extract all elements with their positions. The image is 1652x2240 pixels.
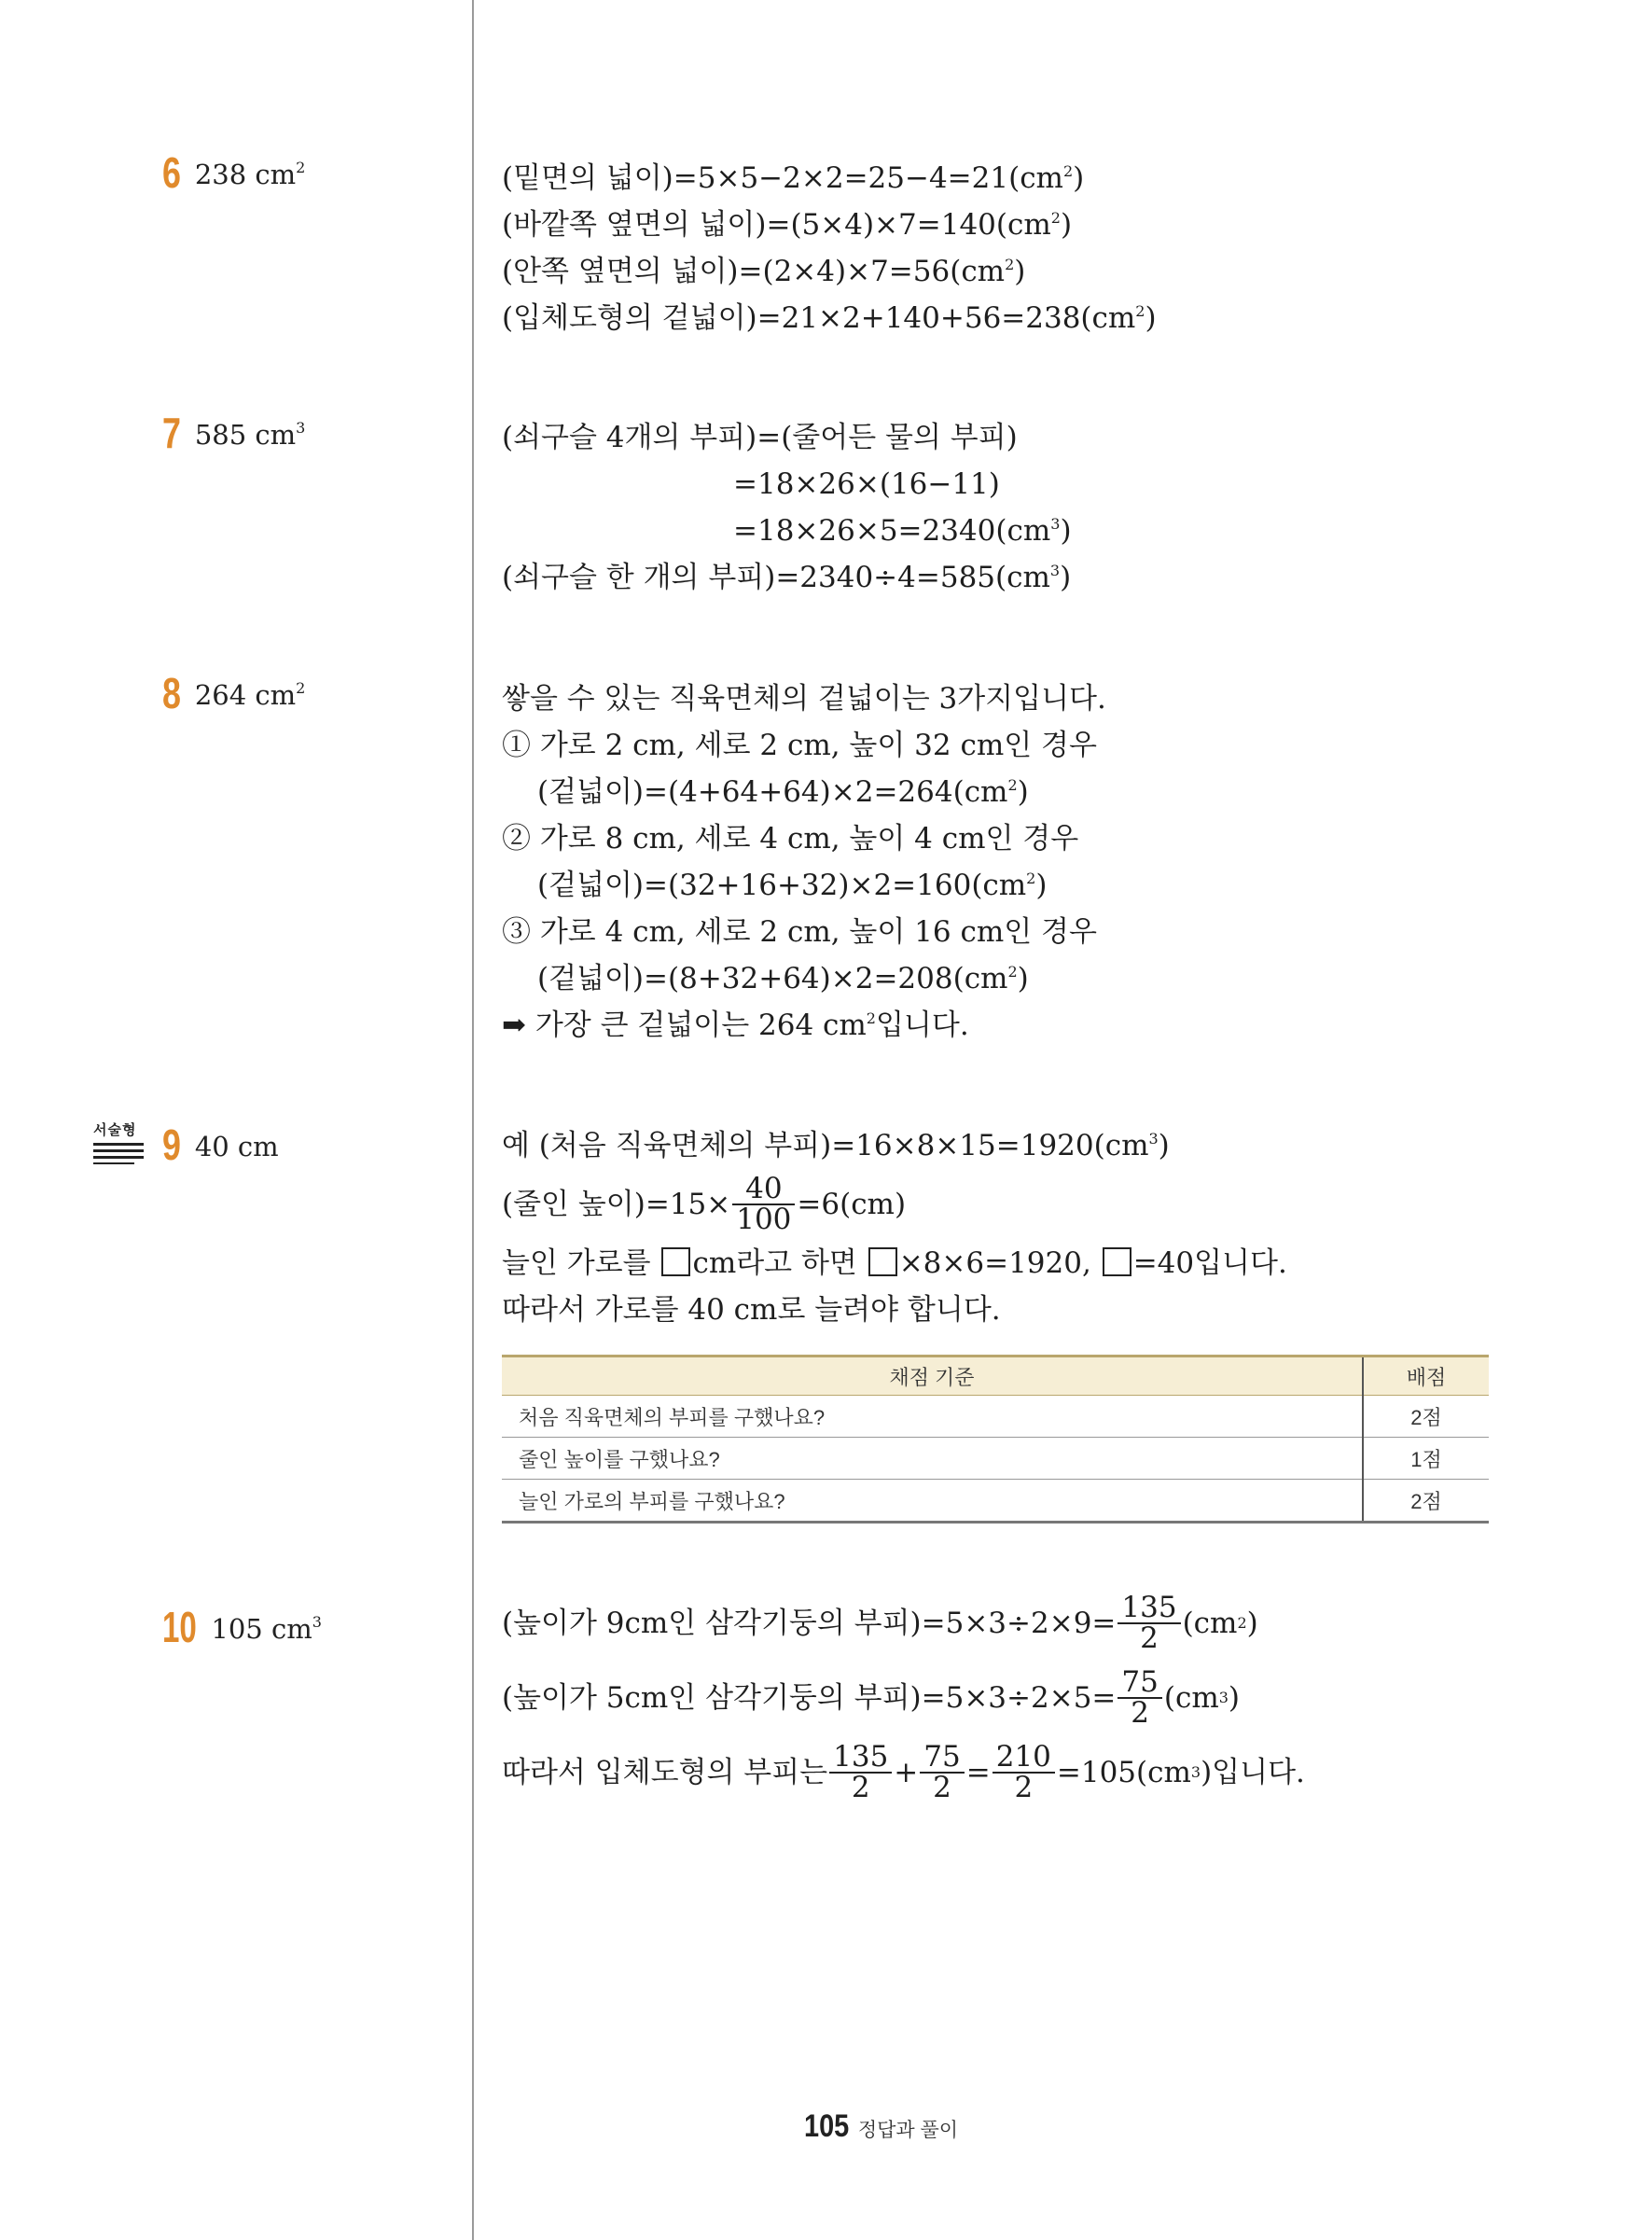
problem-8-answer: 8 264 $cm^2$	[162, 669, 306, 717]
conclusion-line: ➡ 가장 큰 겉넓이는 264 $cm^2$입니다.	[502, 1009, 969, 1042]
problem-number: 7	[162, 409, 181, 457]
answer-value: 264 cm	[194, 679, 297, 711]
answer-value: 238 cm	[194, 159, 297, 190]
solution-line: 예 (처음 직육면체의 부피)$=16\times 8\times 15=1920(cm^3)$	[502, 1129, 1170, 1162]
solution-7	[502, 414, 1072, 601]
solution-9	[502, 1122, 1287, 1333]
criteria-header: 채점 기준	[502, 1357, 1363, 1396]
fraction: $\frac{75}{2}$	[920, 1743, 964, 1802]
solution-line: (높이가 5cm인 삼각기둥의 부피)=5×3÷2×5= $\frac{75}{2}$ (cm 3 )	[502, 1665, 1241, 1730]
points-header: 배점	[1363, 1357, 1489, 1396]
fraction: $\frac{210}{2}$	[993, 1743, 1055, 1802]
solution-line: (겉넓이)$=(8+32+64)\times 2=208(cm^2)$	[537, 962, 1029, 995]
page-number: 105	[804, 2108, 850, 2144]
essay-type-badge: 서술형	[93, 1120, 146, 1164]
column-divider	[472, 0, 474, 2240]
problem-10-answer: 10 105 $cm^3$	[162, 1603, 322, 1651]
solution-line: (줄인 높이)=15× $\frac{40}{100}$ =6(cm)	[502, 1172, 907, 1236]
solution-line: ② 가로 8 cm, 세로 4 cm, 높이 4 cm인 경우	[502, 822, 1079, 856]
blank-box	[661, 1247, 690, 1276]
solution-line: (쇠구슬 4개의 부피)=(줄어든 물의 부피)	[502, 421, 1018, 454]
fraction: $\frac{135}{2}$	[1118, 1593, 1180, 1653]
answer-value: 40 cm	[194, 1131, 279, 1162]
solution-line: (높이가 9cm인 삼각기둥의 부피)=5×3÷2×9= $\frac{135}{2}$ (cm 2 )	[502, 1591, 1258, 1655]
page-footer	[804, 2108, 958, 2145]
solution-8	[502, 675, 1106, 1049]
blank-box	[868, 1247, 897, 1276]
solution-line: (밑면의 넓이)$=5\times 5-2\times 2=25-4=21(cm^2)$	[502, 161, 1085, 195]
solution-6	[502, 155, 1157, 341]
problem-number: 9	[162, 1120, 181, 1169]
problem-7-answer: 7 585 $cm^3$	[162, 409, 306, 457]
blank-box	[1103, 1247, 1131, 1276]
problem-9-answer	[162, 1120, 279, 1170]
table-row: 줄인 높이를 구했나요? 1점	[502, 1438, 1489, 1480]
problem-6-answer: 6 238 $cm^2$	[162, 148, 306, 197]
fraction: $\frac{40}{100}$	[732, 1175, 795, 1234]
table-row: 늘인 가로의 부피를 구했나요? 2점	[502, 1480, 1489, 1523]
table-row: 처음 직육면체의 부피를 구했나요? 2점	[502, 1396, 1489, 1438]
solution-line: 따라서 가로를 40 cm로 늘려야 합니다.	[502, 1293, 1001, 1327]
problem-number: 6	[162, 148, 181, 197]
solution-line: (겉넓이)$=(32+16+32)\times 2=160(cm^2)$	[537, 869, 1048, 902]
problem-number: 8	[162, 669, 181, 717]
fraction: $\frac{135}{2}$	[829, 1743, 892, 1802]
solution-line: 늘인 가로를 cm라고 하면 ×8×6=1920, =40입니다.	[502, 1246, 1287, 1280]
solution-10	[502, 1586, 1305, 1810]
solution-line: (겉넓이)$=(4+64+64)\times 2=264(cm^2)$	[537, 775, 1029, 809]
grading-table	[502, 1355, 1489, 1523]
solution-line: (쇠구슬 한 개의 부피)$=2340\div 4=585(cm^3)$	[502, 561, 1072, 594]
problem-number: 10	[162, 1603, 197, 1651]
solution-line: ① 가로 2 cm, 세로 2 cm, 높이 32 cm인 경우	[502, 729, 1097, 762]
solution-line: 쌓을 수 있는 직육면체의 겉넓이는 3가지입니다.	[502, 682, 1106, 716]
solution-line: =18×26×(16−11)	[733, 467, 1000, 501]
solution-line: (안쪽 옆면의 넓이)$=(2\times 4)\times 7=56(cm^2)$	[502, 255, 1026, 288]
fraction: $\frac{75}{2}$	[1118, 1668, 1161, 1728]
footer-label: 정답과 풀이	[857, 2120, 959, 2141]
solution-line: 따라서 입체도형의 부피는 $\frac{135}{2}$ + $\frac{75}{2}$ = $\frac{210}{2}$ =105(cm 3 )입니다.	[502, 1740, 1305, 1804]
answer-value: 585 cm	[194, 419, 297, 451]
solution-line: ③ 가로 4 cm, 세로 2 cm, 높이 16 cm인 경우	[502, 915, 1097, 949]
solution-line: (입체도형의 겉넓이)$=21\times 2+140+56=238(cm^2)$	[502, 301, 1157, 335]
solution-line: (바깥쪽 옆면의 넓이)$=(5\times 4)\times 7=140(cm^2)$	[502, 208, 1073, 242]
solution-line: $=18\times 26\times 5=2340(cm^3)$	[733, 514, 1072, 548]
answer-value: 105 cm	[211, 1613, 312, 1645]
